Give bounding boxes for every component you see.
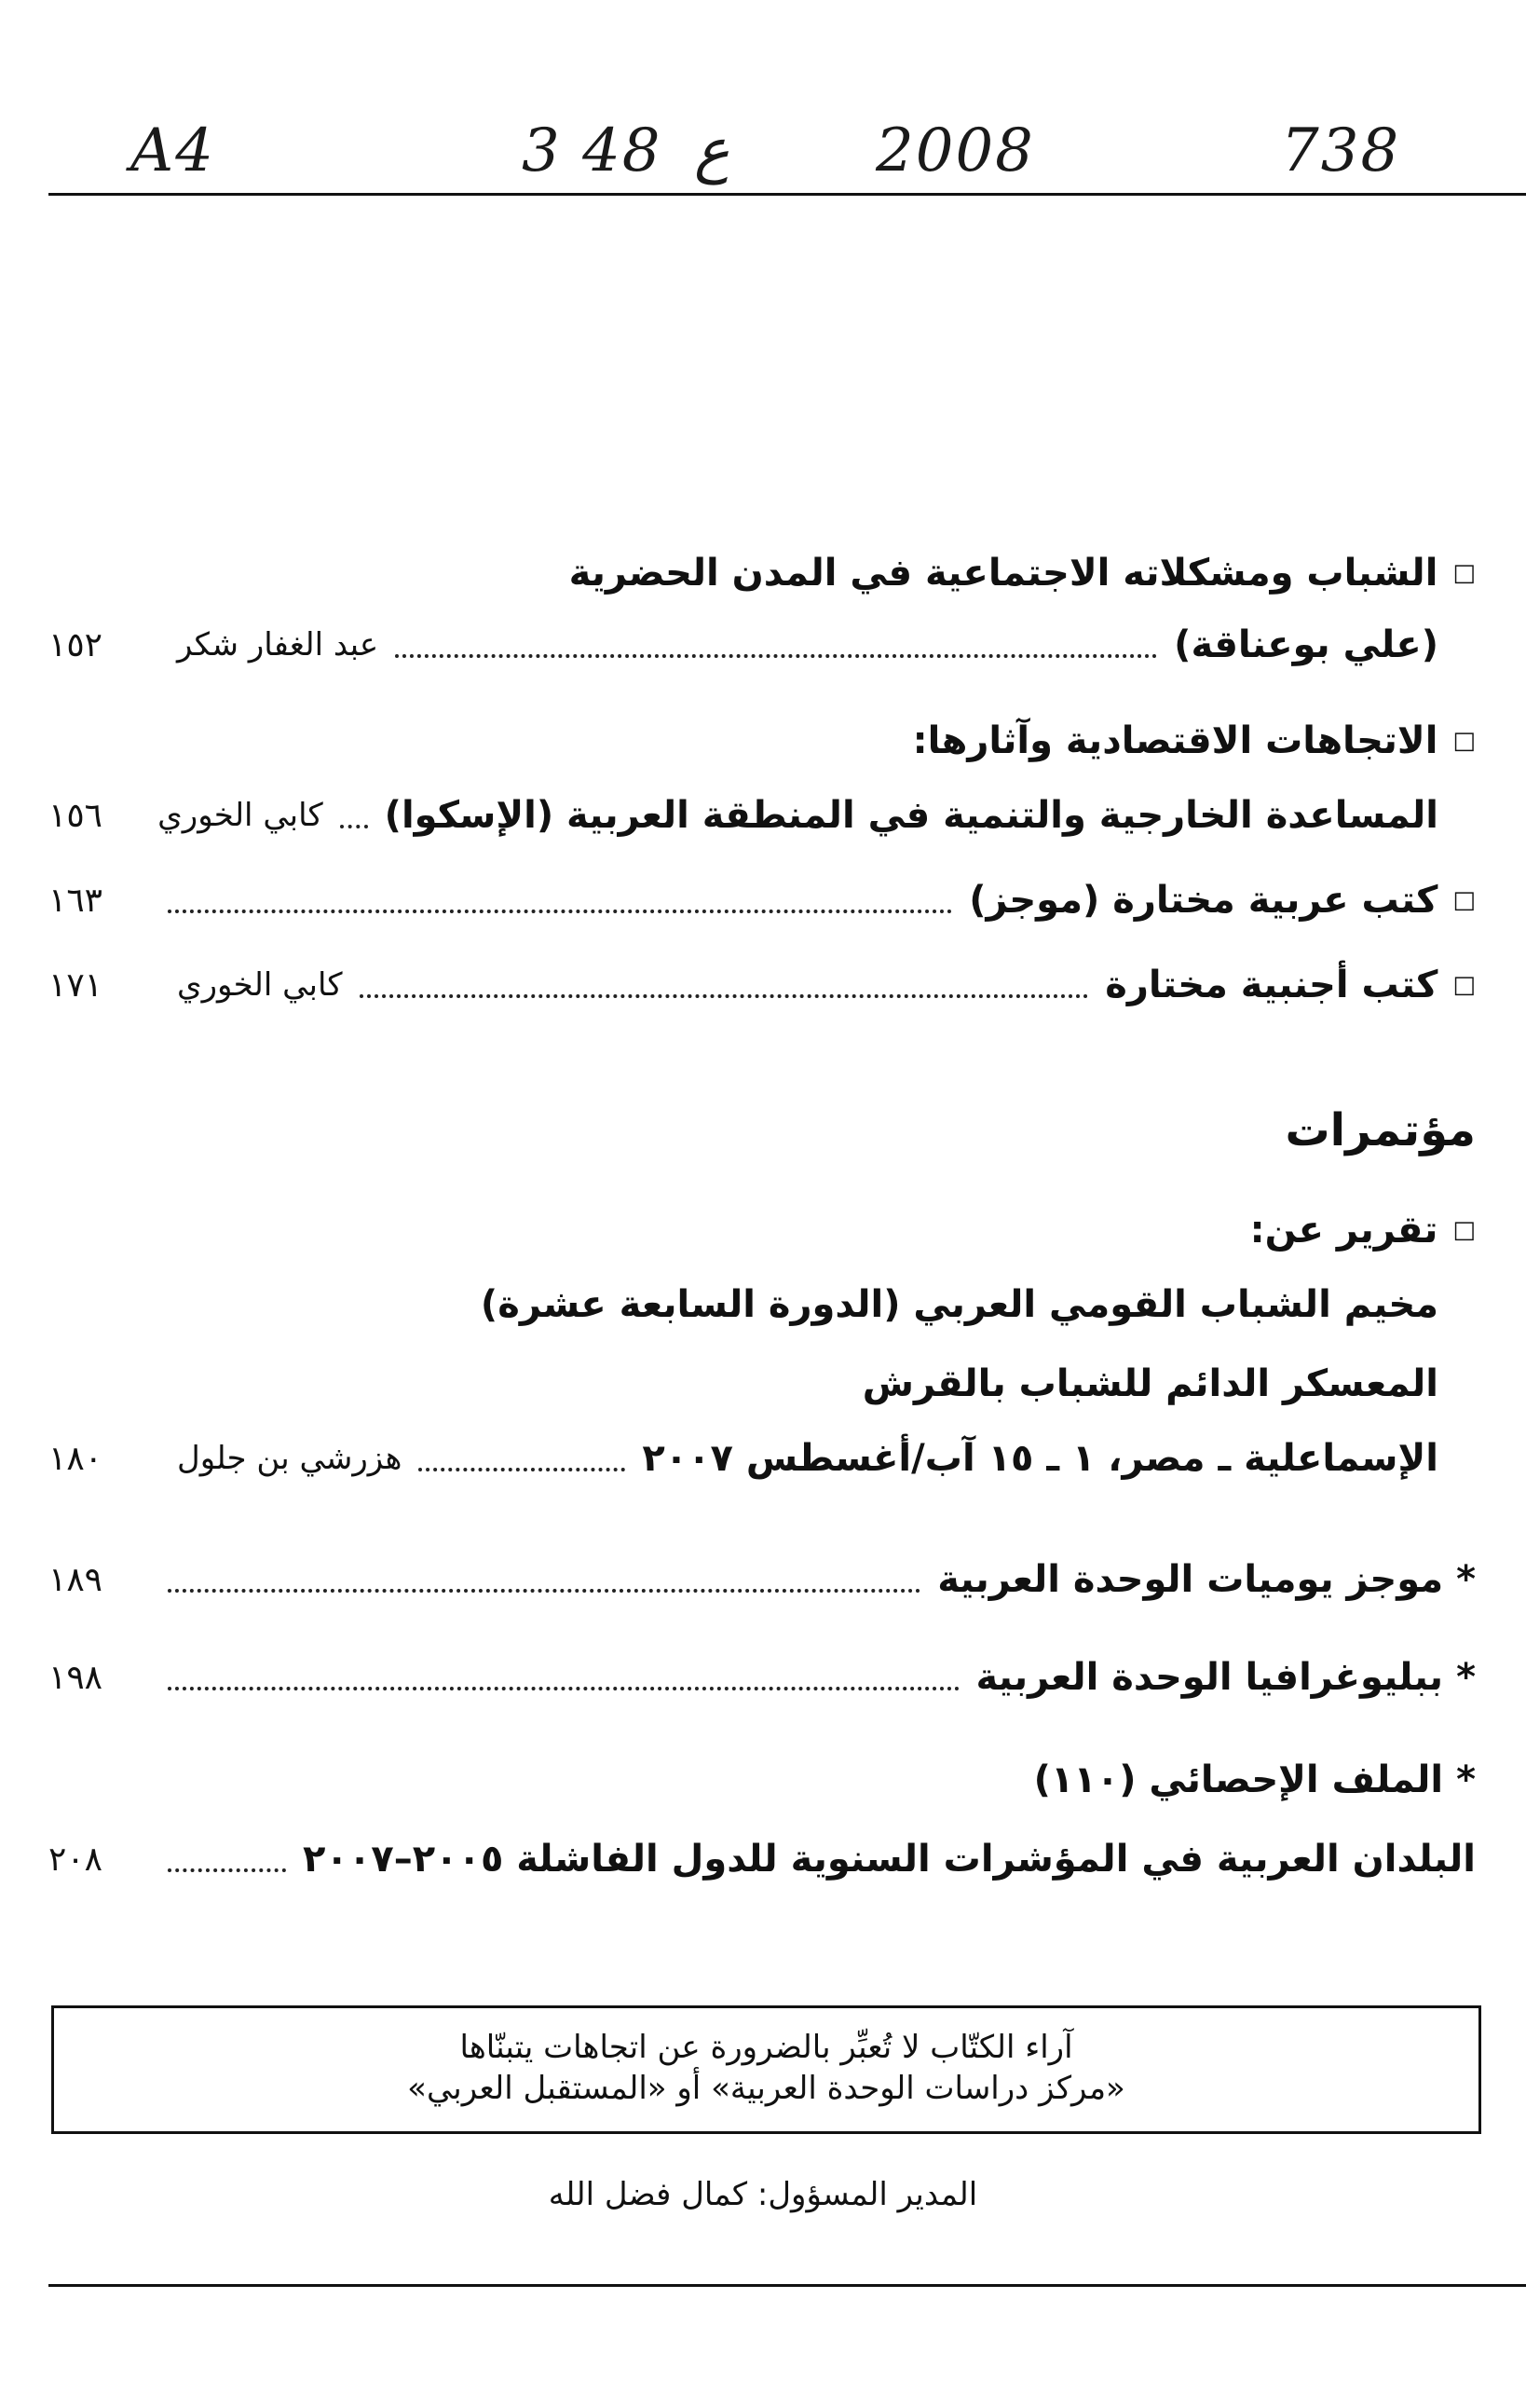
dot-leader: [360, 994, 1089, 998]
section-title: ببليوغرافيا الوحدة العربية: [975, 1656, 1444, 1699]
section-heading: مؤتمرات: [1285, 1104, 1476, 1156]
toc-title: المساعدة الخارجية والتنمية في المنطقة العربية (الإسكوا): [384, 794, 1438, 837]
handwritten-year: 2008: [876, 116, 1035, 185]
toc-title: كتب عربية مختارة (موجز): [969, 879, 1438, 922]
section-row: [48, 1649, 1476, 1705]
section-row: [48, 1752, 1476, 1808]
dot-leader: [168, 910, 952, 913]
toc-author: عبد الغفار شكر: [177, 626, 379, 664]
conference-page: ١٨٠: [48, 1439, 103, 1478]
asterisk-icon: *: [1456, 1758, 1476, 1801]
section-title: موجز يوميات الوحدة العربية: [937, 1558, 1444, 1601]
asterisk-icon: *: [1456, 1656, 1476, 1699]
toc-row: [48, 617, 1476, 673]
toc-page: ١٦٣: [48, 881, 103, 920]
toc-author: كابي الخوري: [177, 966, 343, 1004]
asterisk-icon: *: [1456, 1558, 1476, 1601]
toc-row: [48, 872, 1476, 928]
toc-row: [48, 713, 1476, 769]
conference-author: هزرشي بن جلول: [177, 1440, 402, 1477]
handwritten-code: A4: [130, 116, 215, 185]
disclaimer-line: آراء الكتّاب لا تُعبِّر بالضرورة عن اتجاهات يتبنّاها: [459, 2029, 1073, 2066]
conference-title: مخيم الشباب القومي العربي (الدورة السابعة عشرة): [480, 1283, 1438, 1326]
section-title: البلدان العربية في المؤشرات السنوية للدول الفاشلة ٢٠٠٥–٢٠٠٧: [303, 1838, 1476, 1881]
section-title: الملف الإحصائي (١١٠): [1033, 1758, 1444, 1801]
checkbox-icon: □: [1452, 886, 1476, 914]
handwritten-letter: ع: [694, 116, 730, 185]
conference-title: المعسكر الدائم للشباب بالقرش: [862, 1362, 1438, 1405]
conference-row: [48, 1277, 1476, 1333]
editor-credit: المدير المسؤول: كمال فضل الله: [548, 2176, 978, 2213]
section-page: ١٩٨: [48, 1658, 103, 1697]
checkbox-icon: □: [1452, 971, 1476, 999]
section-page: ١٨٩: [48, 1560, 103, 1599]
handwritten-page: 738: [1281, 116, 1401, 185]
dot-leader: [395, 654, 1157, 658]
toc-author: كابي الخوري: [157, 797, 323, 834]
checkbox-icon: □: [1452, 1216, 1476, 1244]
bottom-rule: [48, 2284, 1526, 2287]
section-row: [48, 1831, 1476, 1887]
toc-row: [48, 957, 1476, 1013]
toc-page: ١٥٦: [48, 796, 103, 835]
disclaimer-box: [51, 2005, 1481, 2134]
disclaimer-line: «مركز دراسات الوحدة العربية» أو «المستقبل العربي»: [407, 2070, 1125, 2107]
toc-title: (علي بوعناقة): [1174, 623, 1438, 666]
toc-title: كتب أجنبية مختارة: [1105, 964, 1438, 1006]
toc-row: [48, 787, 1476, 843]
dot-leader: [168, 1687, 960, 1690]
conference-row: [48, 1430, 1476, 1486]
section-page: ٢٠٨: [48, 1840, 103, 1879]
toc-page: ١٥٢: [48, 625, 103, 664]
checkbox-icon: □: [1452, 559, 1476, 587]
toc-title: الشباب ومشكلاته الاجتماعية في المدن الحضرية: [568, 552, 1438, 595]
checkbox-icon: □: [1452, 727, 1476, 755]
conference-row: [48, 1202, 1476, 1258]
dot-leader: [168, 1868, 286, 1872]
dot-leader: [340, 825, 368, 828]
conference-row: [48, 1356, 1476, 1412]
toc-page: ١٧١: [48, 965, 103, 1005]
toc-title: الاتجاهات الاقتصادية وآثارها:: [912, 719, 1438, 762]
section-row: [48, 1552, 1476, 1608]
conference-title: الإسماعلية ـ مصر، ١ ـ ١٥ آب/أغسطس ٢٠٠٧: [642, 1437, 1438, 1480]
handwritten-number: 3 48: [522, 116, 662, 185]
dot-leader: [168, 1589, 920, 1593]
conference-title: تقرير عن:: [1249, 1209, 1438, 1252]
top-rule: [48, 193, 1526, 196]
toc-row: [48, 545, 1476, 601]
dot-leader: [418, 1468, 625, 1471]
